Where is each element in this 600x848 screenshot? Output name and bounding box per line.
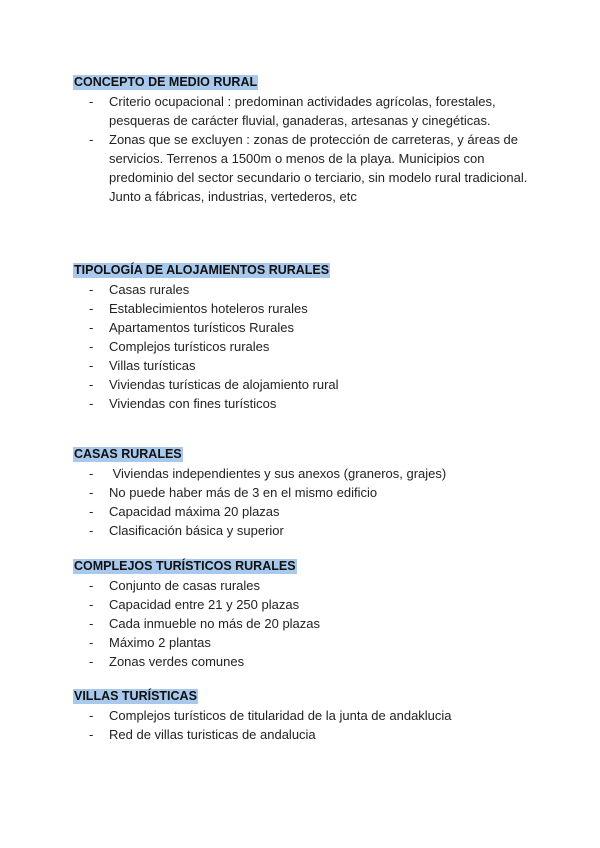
bullet-dash: -	[89, 358, 94, 373]
bullet-dash: -	[89, 578, 94, 593]
list-item	[73, 502, 533, 521]
bullet-dash: -	[89, 396, 94, 411]
list-item-text: Viviendas turísticas de alojamiento rural	[109, 377, 339, 392]
list-item-text: No puede haber más de 3 en el mismo edificio	[109, 485, 378, 500]
list-item-text: Viviendas con fines turísticos	[109, 396, 277, 411]
bullet-dash: -	[89, 94, 94, 109]
bullet-list	[73, 280, 533, 413]
list-item	[73, 299, 533, 318]
list-item-text: Apartamentos turísticos Rurales	[109, 320, 294, 335]
section-heading: VILLAS TURÍSTICAS	[74, 689, 197, 703]
list-item-text: Máximo 2 plantas	[109, 635, 211, 650]
list-item	[73, 92, 533, 130]
list-item-text: Red de villas turisticas de andalucia	[109, 727, 316, 742]
list-item-text: Conjunto de casas rurales	[109, 578, 261, 593]
list-item	[73, 725, 533, 744]
bullet-dash: -	[89, 523, 94, 538]
section-villas-turisticas	[73, 687, 533, 744]
section-complejos-turisticos-rurales	[73, 557, 533, 671]
list-item-text: Viviendas independientes y sus anexos (graneros, grajes)	[109, 466, 447, 481]
list-item	[73, 394, 533, 413]
section-casas-rurales	[73, 445, 533, 540]
list-item	[73, 576, 533, 595]
list-item	[73, 318, 533, 337]
bullet-dash: -	[89, 301, 94, 316]
list-item-text: Complejos turísticos de titularidad de la junta de andaklucia	[109, 708, 452, 723]
list-item-text: Zonas verdes comunes	[109, 654, 245, 669]
bullet-dash: -	[89, 485, 94, 500]
list-item	[73, 633, 533, 652]
list-item	[73, 356, 533, 375]
bullet-dash: -	[89, 377, 94, 392]
bullet-dash: -	[89, 466, 94, 481]
list-item-text: Casas rurales	[109, 282, 190, 297]
list-item-text: Capacidad entre 21 y 250 plazas	[109, 597, 300, 612]
bullet-list	[73, 576, 533, 671]
list-item	[73, 652, 533, 671]
list-item	[73, 483, 533, 502]
list-item	[73, 130, 533, 206]
list-item	[73, 280, 533, 299]
section-heading: COMPLEJOS TURÍSTICOS RURALES	[74, 559, 296, 573]
list-item-text: Cada inmueble no más de 20 plazas	[109, 616, 321, 631]
bullet-dash: -	[89, 708, 94, 723]
list-item-text: Complejos turísticos rurales	[109, 339, 270, 354]
list-item	[73, 706, 533, 725]
bullet-dash: -	[89, 339, 94, 354]
list-item	[73, 464, 533, 483]
bullet-dash: -	[89, 320, 94, 335]
section-heading: CASAS RURALES	[74, 447, 182, 461]
list-item	[73, 521, 533, 540]
bullet-dash: -	[89, 727, 94, 742]
bullet-dash: -	[89, 282, 94, 297]
bullet-dash: -	[89, 504, 94, 519]
list-item-text: Criterio ocupacional : predominan actividades agrícolas, forestales, pesqueras de carácter fluvial, ganaderas, artesanas y cinegéticas.	[109, 94, 496, 128]
bullet-list	[73, 92, 533, 206]
bullet-list	[73, 706, 533, 744]
list-item	[73, 595, 533, 614]
list-item	[73, 337, 533, 356]
section-concepto-medio-rural	[73, 73, 533, 206]
section-heading: CONCEPTO DE MEDIO RURAL	[74, 75, 258, 89]
list-item	[73, 375, 533, 394]
section-tipologia-alojamientos	[73, 261, 533, 413]
list-item-text: Capacidad máxima 20 plazas	[109, 504, 280, 519]
list-item-text: Clasificación básica y superior	[109, 523, 284, 538]
bullet-list	[73, 464, 533, 540]
bullet-dash: -	[89, 597, 94, 612]
bullet-dash: -	[89, 654, 94, 669]
bullet-dash: -	[89, 635, 94, 650]
list-item-text: Establecimientos hoteleros rurales	[109, 301, 308, 316]
list-item-text: Villas turísticas	[109, 358, 196, 373]
list-item	[73, 614, 533, 633]
bullet-dash: -	[89, 616, 94, 631]
list-item-text: Zonas que se excluyen : zonas de protección de carreteras, y áreas de servicios. Terrenos a 1500m o menos de la playa. Municipios con predominio del sector secundario o terciario, sin modelo rural tradicional. Junto a fábricas, industrias, vertederos, etc	[109, 132, 528, 204]
section-heading: TIPOLOGÍA DE ALOJAMIENTOS RURALES	[74, 263, 330, 277]
bullet-dash: -	[89, 132, 94, 147]
